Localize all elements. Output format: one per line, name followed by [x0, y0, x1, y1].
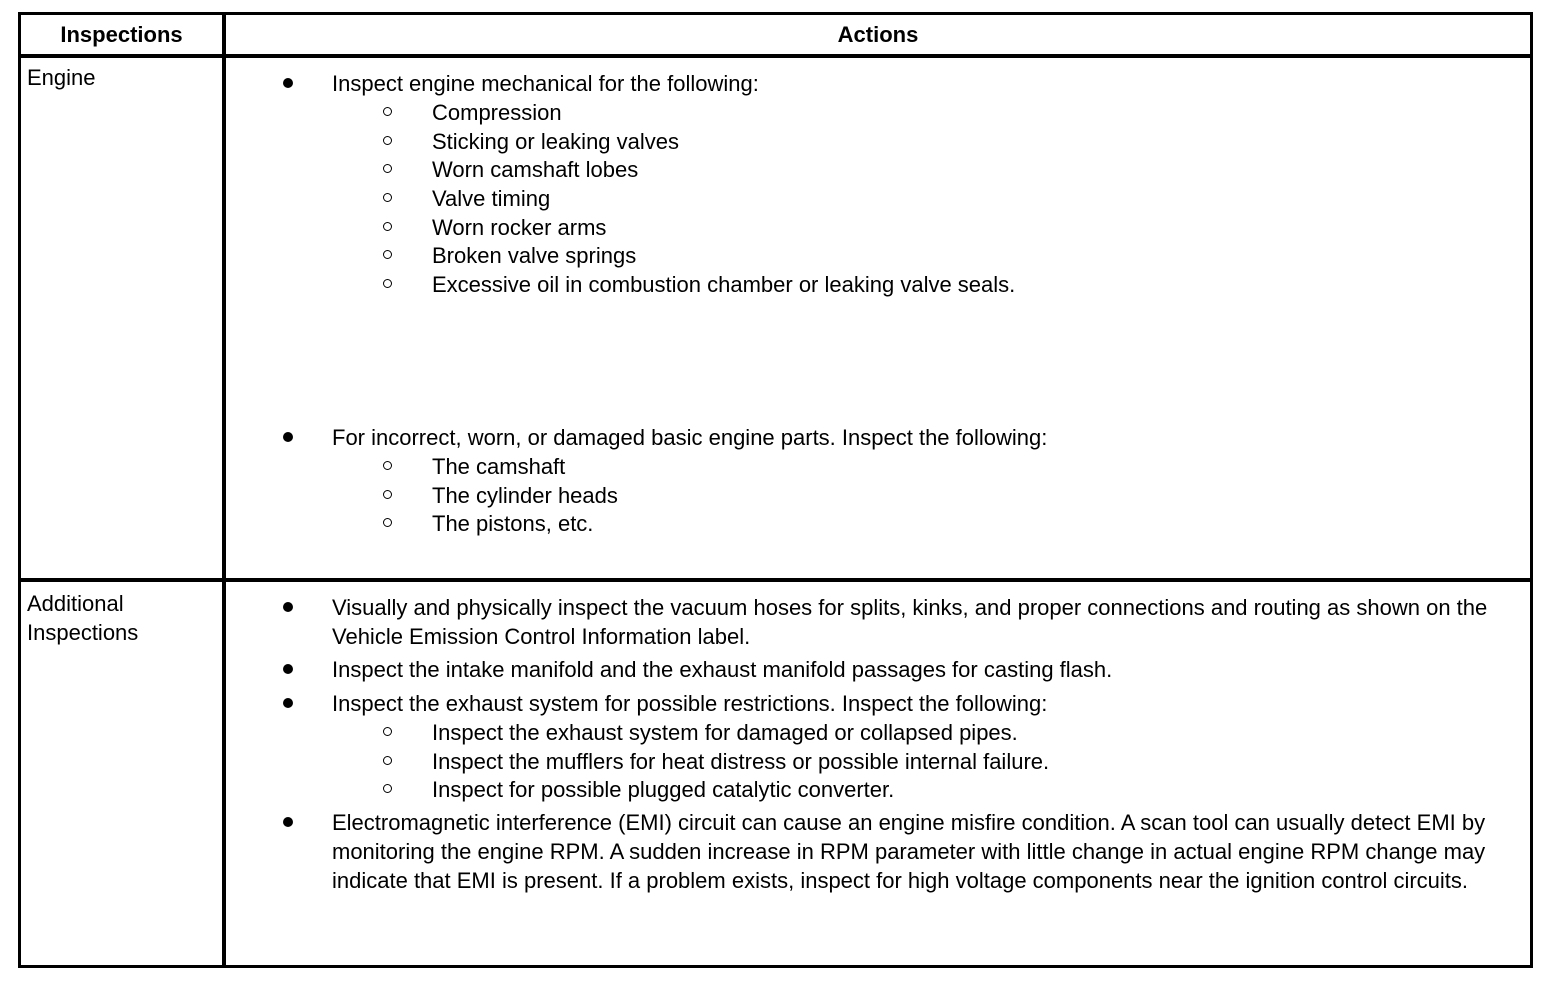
- sub-item: Worn camshaft lobes: [226, 155, 1520, 184]
- sub-item: Inspect the mufflers for heat distress or possible internal failure.: [226, 747, 1520, 776]
- bullet-icon: [283, 78, 293, 88]
- sub-item: Broken valve springs: [226, 241, 1520, 270]
- action-text: Electromagnetic interference (EMI) circuit can cause an engine misfire condition. A scan tool can usually detect EMI by monitoring the engine RPM. A sudden increase in RPM parameter with little change in actual engine RPM change may indicate that EMI is present. If a problem exists, inspect for high voltage components near the ignition control circuits.: [332, 810, 1486, 893]
- sub-list: [226, 718, 1520, 804]
- action-item: [226, 689, 1520, 804]
- inspection-engine: Engine: [27, 65, 96, 90]
- sub-item: Sticking or leaking valves: [226, 127, 1520, 156]
- header-divider: [21, 54, 1530, 58]
- bullet-icon: [283, 432, 293, 442]
- circle-bullet-icon: [383, 164, 392, 173]
- action-item: [226, 593, 1520, 651]
- sub-item: The cylinder heads: [226, 481, 1520, 510]
- action-text: Inspect engine mechanical for the following:: [332, 71, 759, 96]
- circle-bullet-icon: [383, 222, 392, 231]
- circle-bullet-icon: [383, 107, 392, 116]
- circle-bullet-icon: [383, 518, 392, 527]
- sub-item: Compression: [226, 98, 1520, 127]
- header-inspections: Inspections: [60, 21, 183, 47]
- row-divider: [21, 578, 1530, 582]
- header-actions: Actions: [837, 21, 919, 47]
- action-item: [226, 69, 1520, 299]
- circle-bullet-icon: [383, 193, 392, 202]
- bullet-icon: [283, 602, 293, 612]
- circle-bullet-icon: [383, 279, 392, 288]
- action-text: Inspect the intake manifold and the exhaust manifold passages for casting flash.: [332, 657, 1113, 682]
- action-text: For incorrect, worn, or damaged basic engine parts. Inspect the following:: [332, 425, 1048, 450]
- sub-item: The pistons, etc.: [226, 509, 1520, 538]
- circle-bullet-icon: [383, 727, 392, 736]
- inspection-additional: Additional Inspections: [27, 591, 139, 645]
- action-item: [226, 423, 1520, 538]
- sub-item: Valve timing: [226, 184, 1520, 213]
- sub-item: Inspect for possible plugged catalytic converter.: [226, 775, 1520, 804]
- action-text: Visually and physically inspect the vacuum hoses for splits, kinks, and proper connections and routing as shown on the Vehicle Emission Control Information label.: [332, 595, 1488, 649]
- inspection-table: [18, 12, 1533, 968]
- bullet-icon: [283, 817, 293, 827]
- circle-bullet-icon: [383, 250, 392, 259]
- circle-bullet-icon: [383, 784, 392, 793]
- sub-item: Inspect the exhaust system for damaged or collapsed pipes.: [226, 718, 1520, 747]
- bullet-icon: [283, 664, 293, 674]
- sub-list: [226, 452, 1520, 538]
- sub-item: Worn rocker arms: [226, 213, 1520, 242]
- circle-bullet-icon: [383, 756, 392, 765]
- circle-bullet-icon: [383, 461, 392, 470]
- action-item: [226, 655, 1520, 684]
- bullet-icon: [283, 698, 293, 708]
- circle-bullet-icon: [383, 136, 392, 145]
- circle-bullet-icon: [383, 490, 392, 499]
- action-item: [226, 808, 1520, 895]
- sub-item: Excessive oil in combustion chamber or leaking valve seals.: [226, 270, 1520, 299]
- action-text: Inspect the exhaust system for possible restrictions. Inspect the following:: [332, 691, 1048, 716]
- sub-list: [226, 98, 1520, 299]
- sub-item: The camshaft: [226, 452, 1520, 481]
